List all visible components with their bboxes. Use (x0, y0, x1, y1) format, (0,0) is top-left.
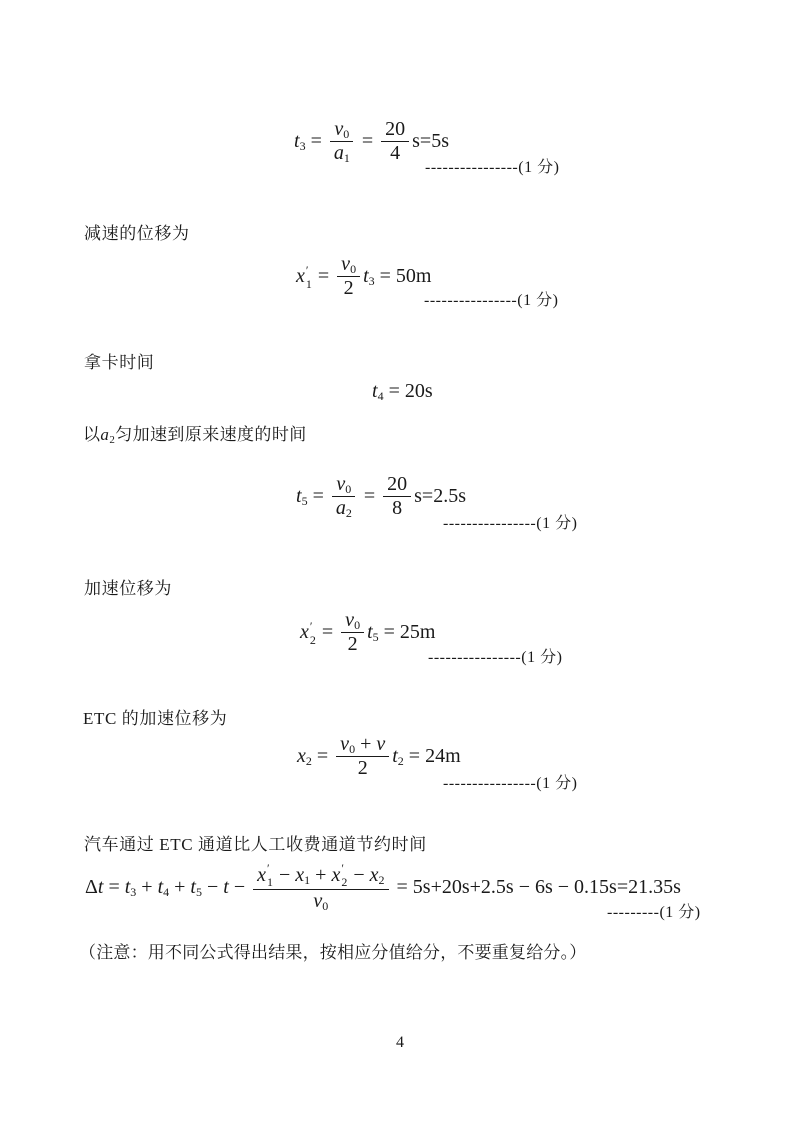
score-annotation-t3: ----------------(1 分) (425, 159, 560, 176)
math-text: 以 (83, 425, 101, 444)
math-variable: $t_3$ (363, 265, 375, 288)
math-variable: $t_4$ (372, 380, 384, 403)
formula-x1-prime (296, 254, 431, 299)
label-acceleration-time (83, 425, 307, 445)
math-text: − (228, 875, 251, 898)
label-card-pickup-time: 拿卡时间 (84, 353, 155, 372)
math-variable: $t_2$ (392, 745, 404, 768)
math-text: s=2.5s (414, 485, 466, 507)
label-deceleration-displacement: 减速的位移为 (84, 224, 190, 243)
math-variable: $v_0$ (340, 733, 356, 756)
numerator (383, 474, 411, 497)
label-acceleration-displacement: 加速位移为 (84, 579, 172, 598)
math-text: 匀加速到原来速度的时间 (115, 425, 307, 444)
math-text: = (358, 485, 381, 507)
score-annotation-x1-prime: ----------------(1 分) (424, 292, 559, 309)
math-variable: $t_3$ (294, 130, 306, 153)
math-text: + (355, 733, 377, 755)
math-text: + (136, 875, 158, 898)
math-variable: x ′ 1 (257, 861, 273, 889)
math-text: = (356, 130, 379, 152)
formula-t5 (296, 474, 466, 519)
math-variable: x ′ 1 (296, 262, 312, 291)
denominator (388, 497, 406, 519)
math-text: = (312, 265, 335, 287)
math-text: 2 (357, 757, 368, 779)
math-variable: t (223, 875, 229, 898)
score-annotation-x2: ----------------(1 分) (443, 775, 578, 792)
math-text: = 24m (403, 745, 461, 767)
prime-subscript: ′ 2 (341, 861, 348, 889)
math-variable: $t_5$ (190, 875, 202, 899)
math-text: 20 (387, 473, 408, 495)
math-text: 2 (347, 633, 358, 655)
math-text: 4 (390, 142, 401, 164)
grading-note: （注意：用不同公式得出结果，按相应分值给分，不要重复给分。） (79, 943, 587, 962)
numerator (332, 474, 355, 497)
math-variable: $t_5$ (296, 485, 308, 508)
denominator (344, 633, 362, 655)
math-text: = (316, 621, 339, 643)
fraction (330, 119, 354, 164)
numerator (253, 862, 388, 890)
prime-subscript: ′ 1 (305, 262, 312, 291)
math-variable: $a_2$ (100, 425, 116, 446)
math-text: − (273, 863, 296, 886)
prime-subscript: ′ 1 (266, 861, 273, 889)
formula-x2 (297, 734, 461, 779)
denominator (309, 890, 332, 912)
math-text: − (201, 875, 224, 898)
math-variable: $x_1$ (295, 863, 311, 887)
math-variable: v (376, 733, 386, 755)
fraction (336, 734, 389, 779)
math-variable: $t_4$ (157, 875, 170, 899)
denominator (332, 497, 356, 519)
denominator (340, 277, 358, 299)
math-variable: $v_0$ (341, 253, 357, 276)
numerator (337, 254, 360, 277)
score-annotation-delta-t: ---------(1 分) (607, 904, 701, 921)
math-variable: $a_1$ (333, 142, 350, 165)
fraction (381, 119, 409, 164)
math-text: = 50m (374, 265, 432, 287)
fraction (341, 610, 364, 655)
math-variable: $t_3$ (124, 875, 137, 899)
math-text: = 20s (383, 380, 433, 402)
formula-x2-prime (300, 610, 435, 655)
math-text: = (305, 130, 327, 152)
score-annotation-t5: ----------------(1 分) (443, 515, 578, 532)
math-variable: x ′ 2 (300, 618, 316, 647)
math-variable: $a_2$ (335, 497, 352, 520)
math-variable: $v_0$ (336, 473, 352, 496)
math-text: = (307, 485, 329, 507)
math-variable: $v_0$ (334, 118, 350, 141)
math-text: 20 (385, 118, 406, 140)
numerator (381, 119, 409, 142)
numerator (330, 119, 353, 142)
math-text: s=5s (412, 130, 449, 152)
numerator (341, 610, 364, 633)
math-text: = 5s+20s+2.5s − 6s − 0.15s=21.35s (391, 875, 681, 898)
math-text: = (311, 745, 334, 767)
math-text: + (310, 863, 332, 886)
fraction (332, 474, 356, 519)
math-text: Δ (85, 875, 98, 898)
prime-subscript: ′ 2 (309, 618, 316, 647)
math-text: + (169, 875, 191, 898)
math-variable: $t_5$ (367, 621, 379, 644)
math-text: = 25m (378, 621, 436, 643)
denominator (386, 142, 404, 164)
math-text: 2 (343, 277, 354, 299)
math-variable: $v_0$ (345, 609, 361, 632)
math-text: − (348, 863, 370, 886)
label-etc-acceleration-displacement: ETC 的加速位移为 (83, 709, 228, 728)
fraction (383, 474, 411, 519)
denominator (354, 757, 372, 779)
label-time-saved-title: 汽车通过 ETC 通道比人工收费通道节约时间 (84, 835, 427, 854)
math-variable: $x_2$ (297, 745, 312, 768)
formula-t4 (372, 380, 433, 403)
numerator (336, 734, 389, 757)
math-variable: $x_2$ (369, 863, 385, 887)
fraction (337, 254, 360, 299)
page-number: 4 (396, 1034, 404, 1051)
denominator (330, 142, 354, 164)
formula-delta-t (85, 862, 681, 912)
math-text: 8 (392, 497, 403, 519)
math-variable: t (97, 875, 104, 898)
score-annotation-x2-prime: ----------------(1 分) (428, 649, 563, 666)
math-variable: $v_0$ (313, 890, 329, 913)
math-variable: x ′ 2 (331, 861, 348, 889)
math-text: = (103, 875, 125, 898)
fraction (253, 862, 388, 912)
